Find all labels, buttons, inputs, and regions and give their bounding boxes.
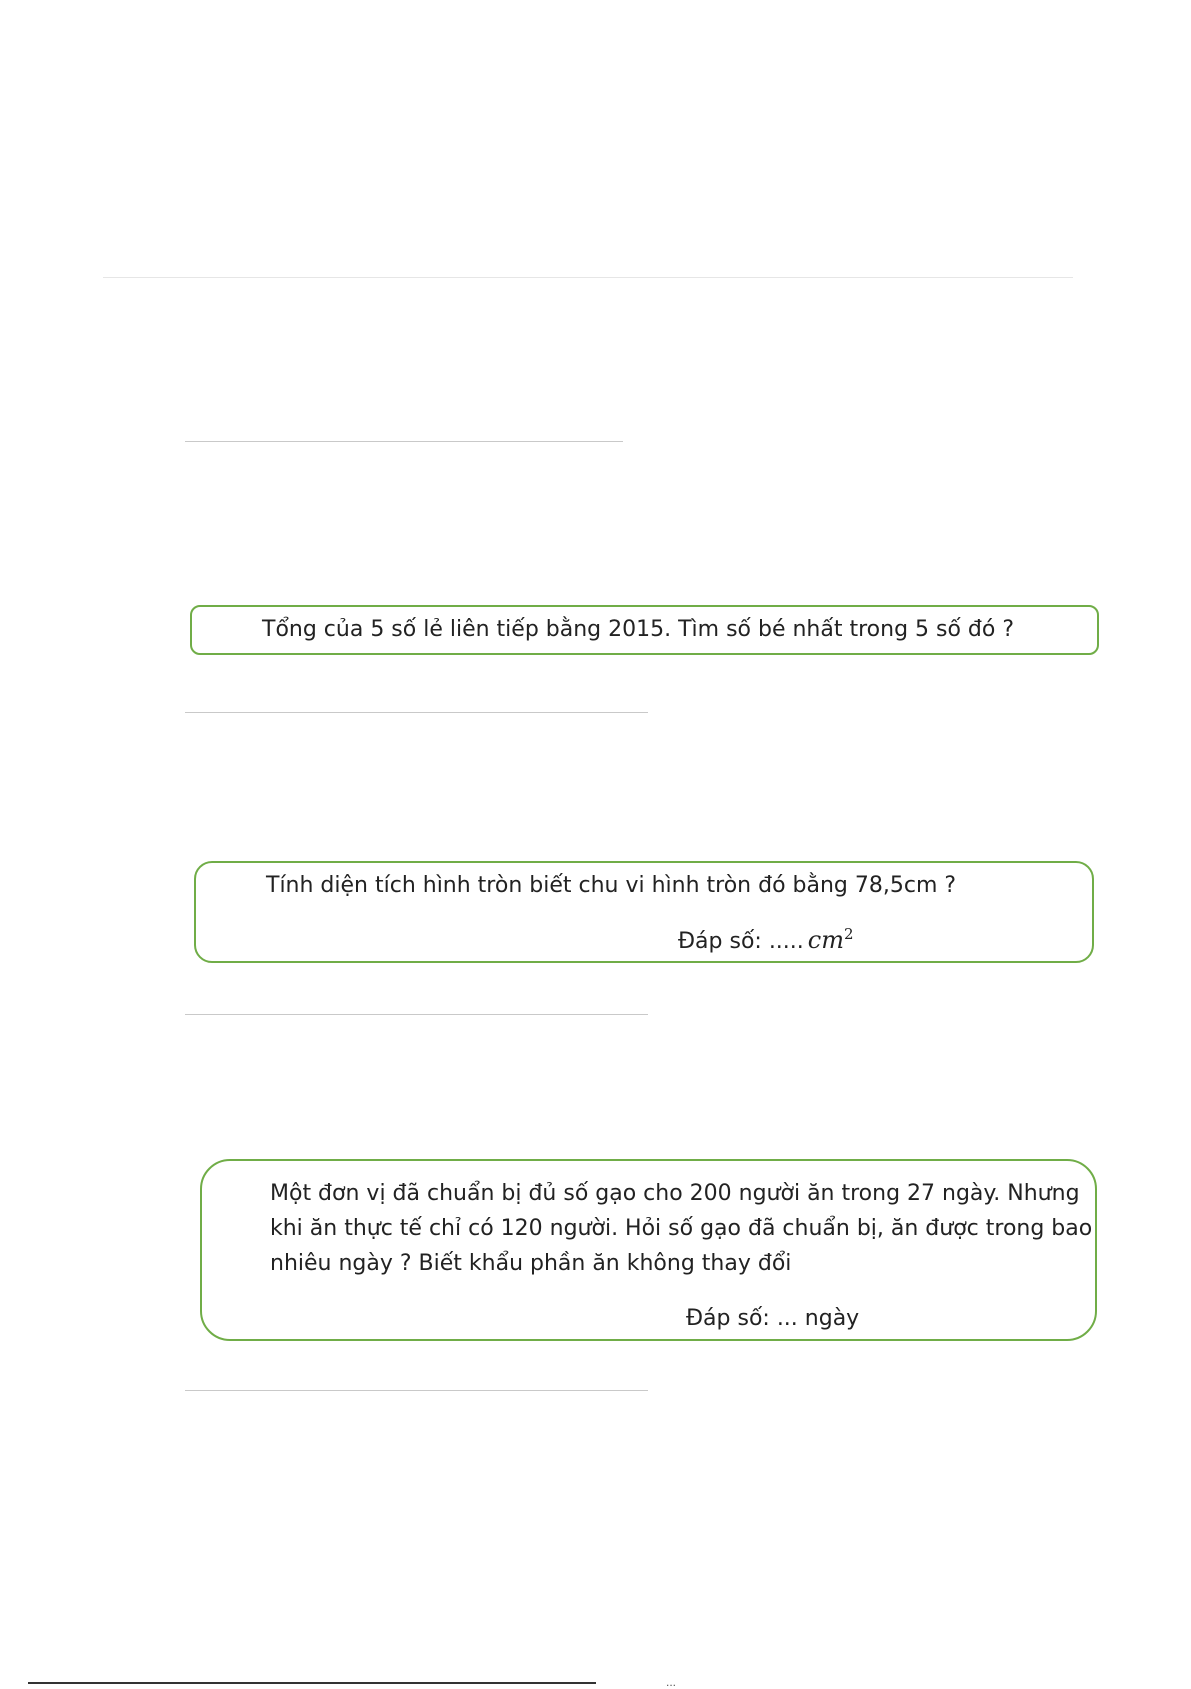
answer-line-1 xyxy=(185,441,623,442)
question-box-2 xyxy=(194,861,1094,963)
answer-line-4 xyxy=(185,1390,648,1391)
unit-exponent: 2 xyxy=(843,925,854,943)
question-3-answer: Đáp số: ... ngày xyxy=(686,1306,860,1331)
question-3-line-2: khi ăn thực tế chỉ có 120 người. Hỏi số gạo đã chuẩn bị, ăn được trong bao xyxy=(270,1216,1093,1241)
question-2-answer xyxy=(678,925,854,954)
question-2-answer-label: Đáp số: ..... xyxy=(678,929,804,954)
answer-line-2 xyxy=(185,712,648,713)
unit-text: cm xyxy=(807,926,844,954)
question-3-line-3: nhiêu ngày ? Biết khẩu phần ăn không thay đổi xyxy=(270,1251,792,1276)
question-2-answer-unit xyxy=(808,926,854,954)
question-box-1 xyxy=(190,605,1099,655)
question-1-text: Tổng của 5 số lẻ liên tiếp bằng 2015. Tìm số bé nhất trong 5 số đó ? xyxy=(262,617,1015,642)
answer-line-3 xyxy=(185,1014,648,1015)
footer-rule xyxy=(28,1682,596,1684)
footer-text: ... xyxy=(666,1675,677,1689)
question-box-3 xyxy=(200,1159,1097,1341)
question-3-line-1: Một đơn vị đã chuẩn bị đủ số gạo cho 200 người ăn trong 27 ngày. Nhưng xyxy=(270,1181,1080,1206)
question-2-text: Tính diện tích hình tròn biết chu vi hình tròn đó bằng 78,5cm ? xyxy=(266,873,957,898)
page-divider xyxy=(103,277,1073,278)
